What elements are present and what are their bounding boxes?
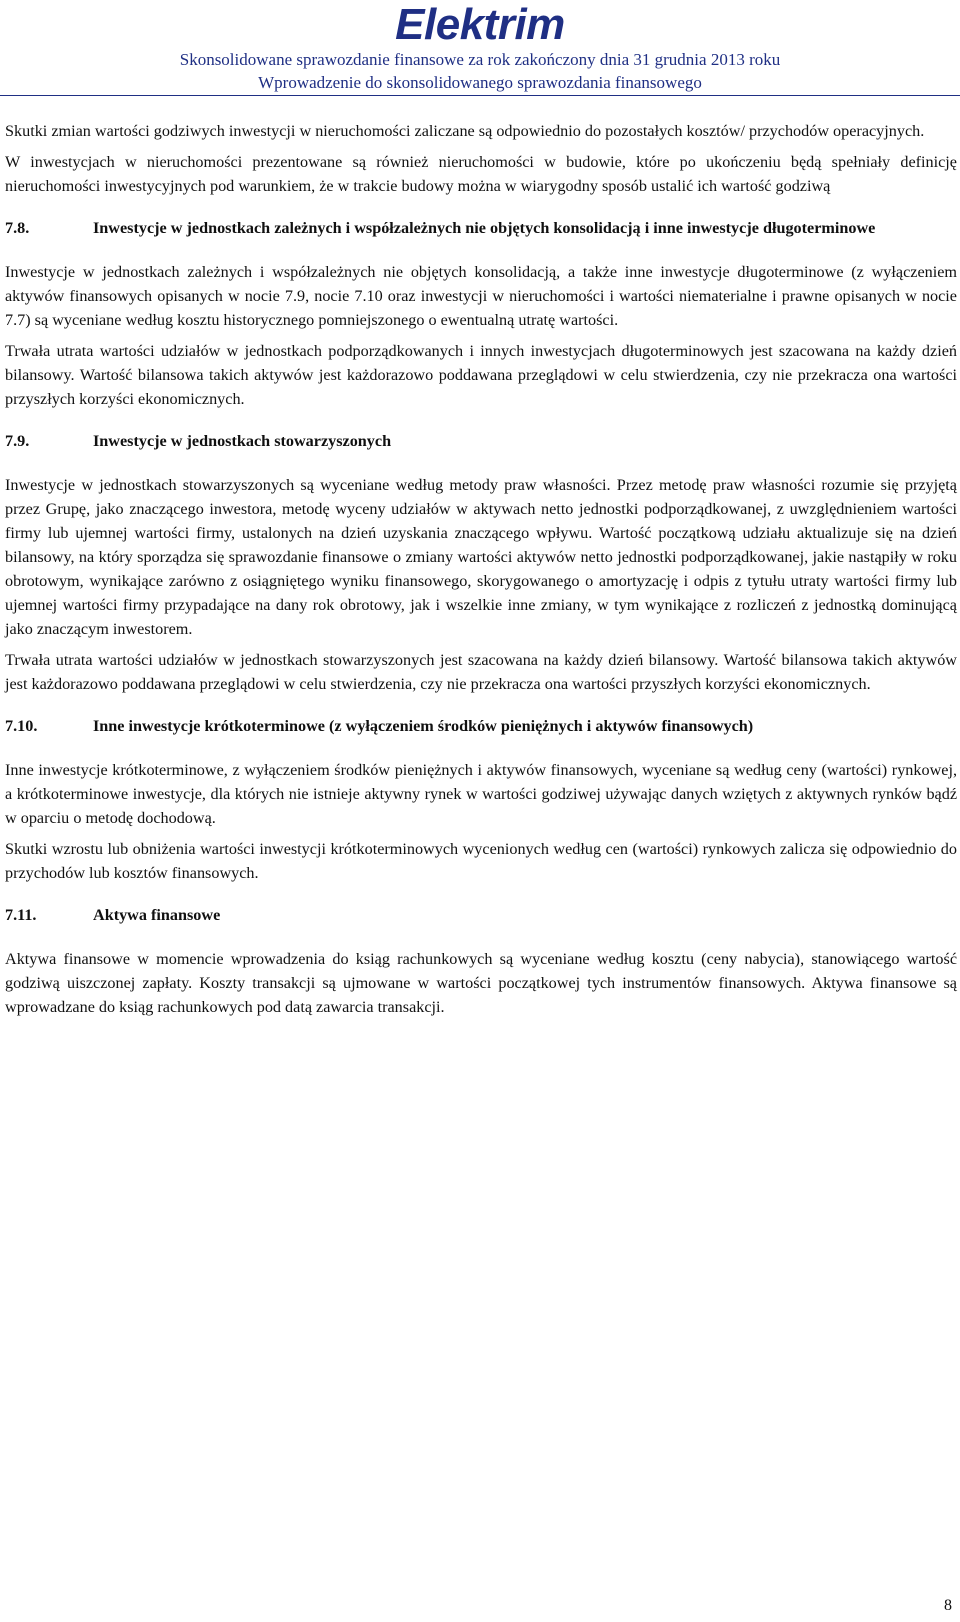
- header-report-title: Skonsolidowane sprawozdanie finansowe za rok zakończony dnia 31 grudnia 2013 roku: [179, 50, 781, 69]
- section-number: 7.8.: [5, 219, 30, 237]
- section-7-9: [5, 429, 957, 696]
- header-section-title: Wprowadzenie do skonsolidowanego sprawozdania finansowego: [258, 73, 702, 92]
- intro-paragraph: W inwestycjach w nieruchomości prezentowane są również nieruchomości w budowie, które po ukończeniu będą spełniały definicję nieruchomości inwestycyjnych pod warunkiem, że w trakcie budowy można w wiarygodny sposób ustalić ich wartość godziwą: [5, 153, 957, 195]
- section-number: 7.9.: [5, 432, 30, 450]
- section-paragraph: Inne inwestycje krótkoterminowe, z wyłączeniem środków pieniężnych i aktywów finansowych, wyceniane są według ceny (wartości) rynkowej, a krótkoterminowe inwestycje, dla których nie istnieje aktywny rynek w wartości godziwej używając danych wziętych z aktywnych rynków bądź w oparciu o metodę dochodową.: [5, 761, 957, 827]
- section-heading: [5, 216, 957, 240]
- section-paragraph: Trwała utrata wartości udziałów w jednostkach stowarzyszonych jest szacowana na każdy dzień bilansowy. Wartość bilansowa takich aktywów jest każdorazowo poddawana przeglądowi w celu stwierdzenia, czy nie przekracza ona wartości przyszłych korzyści ekonomicznych.: [5, 651, 957, 693]
- section-title: Inne inwestycje krótkoterminowe (z wyłączeniem środków pieniężnych i aktywów finansowych): [93, 717, 754, 735]
- elektrim-logo: Elektrim: [395, 0, 565, 49]
- section-paragraph: Skutki wzrostu lub obniżenia wartości inwestycji krótkoterminowych wycenionych według cen (wartości) rynkowych zalicza się odpowiednio do przychodów lub kosztów finansowych.: [5, 840, 957, 882]
- intro-paragraph: Skutki zmian wartości godziwych inwestycji w nieruchomości zaliczane są odpowiednio do pozostałych kosztów/ przychodów operacyjnych.: [5, 122, 925, 140]
- section-paragraph: Trwała utrata wartości udziałów w jednostkach podporządkowanych i innych inwestycjach długoterminowych jest szacowana na każdy dzień bilansowy. Wartość bilansowa takich aktywów jest każdorazowo poddawana przeglądowi w celu stwierdzenia, czy nie przekracza ona wartości przyszłych korzyści ekonomicznych.: [5, 342, 957, 408]
- section-7-8: [5, 216, 957, 411]
- section-paragraph: Inwestycje w jednostkach zależnych i współzależnych nie objętych konsolidacją, a także inne inwestycje długoterminowe (z wyłączeniem aktywów finansowych opisanych w nocie 7.9, nocie 7.10 oraz inwestycji w nieruchomości i wartości niematerialne i prawne opisanych w nocie 7.7) są wyceniane według kosztu historycznego pomniejszonego o ewentualną utratę wartości.: [5, 263, 957, 329]
- section-7-10: [5, 714, 957, 885]
- section-heading: [5, 903, 957, 927]
- page-header: [0, 0, 960, 96]
- section-title: Inwestycje w jednostkach stowarzyszonych: [93, 432, 392, 450]
- section-number: 7.10.: [5, 717, 38, 735]
- header-divider: [0, 95, 960, 96]
- page-number: 8: [944, 1597, 952, 1614]
- section-heading: [5, 429, 957, 453]
- section-paragraph: Inwestycje w jednostkach stowarzyszonych są wyceniane według metody praw własności. Przez metodę praw własności rozumie się przyjętą przez Grupę, jako znaczącego inwestora, metodę wyceny udziałów w aktywach netto jednostki podporządkowanej, z uwzględnieniem wartości firmy lub ujemnej wartości firmy, ustalonych na dzień uzyskania znaczącego wpływu. Wartość początkową udziału aktualizuje się na dzień bilansowy, na który sporządza się sprawozdanie finansowe o zmiany wartości aktywów netto jednostki podporządkowanej, jakie nastąpiły w roku obrotowym, wynikające zarówno z osiągniętego wyniku finansowego, skorygowanego o amortyzację i odpis z tytułu utraty wartości firmy lub ujemnej wartości firmy przypadające na dany rok obrotowy, jak i wszelkie inne zmiany, w tym wynikające z rozliczeń z jednostką dominującą jako znaczącym inwestorem.: [5, 476, 957, 638]
- section-heading: [5, 714, 957, 738]
- section-number: 7.11.: [5, 906, 37, 924]
- section-title: Inwestycje w jednostkach zależnych i współzależnych nie objętych konsolidacją i inne inwestycje długoterminowe: [93, 219, 876, 237]
- document-body: [5, 119, 957, 1019]
- section-title: Aktywa finansowe: [93, 906, 221, 924]
- section-7-11: [5, 903, 957, 1019]
- section-paragraph: Aktywa finansowe w momencie wprowadzenia do ksiąg rachunkowych są wyceniane według kosztu (ceny nabycia), stanowiącego wartość godziwą uiszczonej zapłaty. Koszty transakcji są ujmowane w wartości początkowej tych instrumentów finansowych. Aktywa finansowe są wprowadzane do ksiąg rachunkowych pod datą zawarcia transakcji.: [5, 950, 957, 1016]
